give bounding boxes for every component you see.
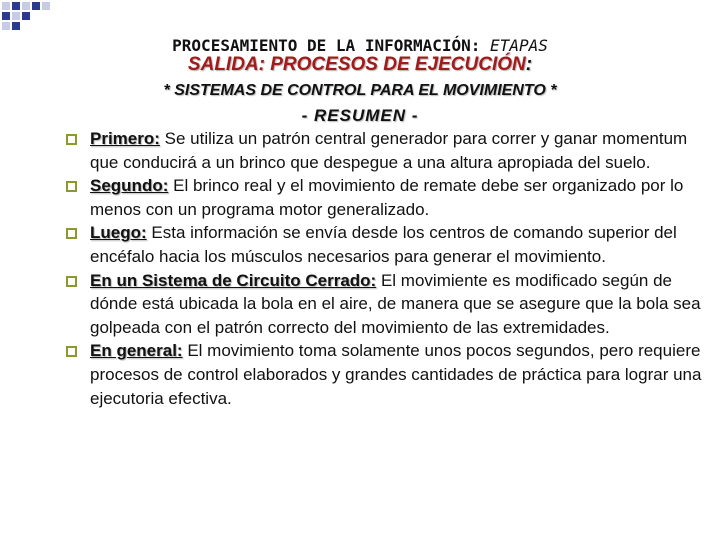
subtitle-colon: :	[525, 54, 533, 75]
square-bullet-icon	[66, 228, 77, 239]
list-item	[66, 221, 706, 268]
title-main-text: PROCESAMIENTO DE LA INFORMACIÓN:	[172, 36, 481, 55]
item-lead: Segundo:	[90, 176, 169, 196]
bullet-list	[66, 127, 706, 410]
square-bullet-icon	[66, 346, 77, 357]
subtitle-text: SALIDA: PROCESOS DE EJECUCIÓN	[187, 54, 526, 75]
list-item	[66, 127, 706, 174]
title-etapas: ETAPAS	[490, 36, 548, 55]
list-item	[66, 174, 706, 221]
item-text: El brinco real y el movimiento de remate debe ser organizado por lo menos con un programa motor generalizado.	[90, 176, 684, 219]
item-text: El movimiento toma solamente unos pocos segundos, pero requiere procesos de control elaborados y grandes cantidades de práctica para lograr una ejecutoria efectiva.	[90, 341, 702, 408]
section-heading: * SISTEMAS DE CONTROL PARA EL MOVIMIENTO *	[163, 82, 557, 99]
page-subtitle	[0, 54, 720, 76]
item-lead: Luego:	[90, 223, 147, 243]
square-bullet-icon	[66, 134, 77, 145]
item-text: El movimiente es modificado según de dónde está ubicada la bola en el aire, de manera que se asegure que la bola sea golpeada con el patrón correcto del movimiento de las extremidades.	[90, 270, 701, 337]
summary-heading: - RESUMEN -	[301, 106, 419, 125]
square-bullet-icon	[66, 181, 77, 192]
list-item	[66, 269, 706, 340]
item-lead: Primero:	[90, 129, 160, 148]
square-bullet-icon	[66, 276, 77, 287]
page-title	[0, 36, 720, 55]
item-text: Esta información se envía desde los centros de comando superior del encéfalo hacia los músculos necesarios para generar el movimiento.	[90, 223, 677, 266]
item-lead: En un Sistema de Circuito Cerrado:	[90, 270, 377, 290]
corner-decoration	[0, 0, 60, 40]
item-lead: En general:	[90, 341, 183, 361]
item-text: Se utiliza un patrón central generador para correr y ganar momentum que conducirá a un brinco que despegue a una altura apropiada del suelo.	[90, 129, 688, 172]
list-item	[66, 339, 706, 410]
